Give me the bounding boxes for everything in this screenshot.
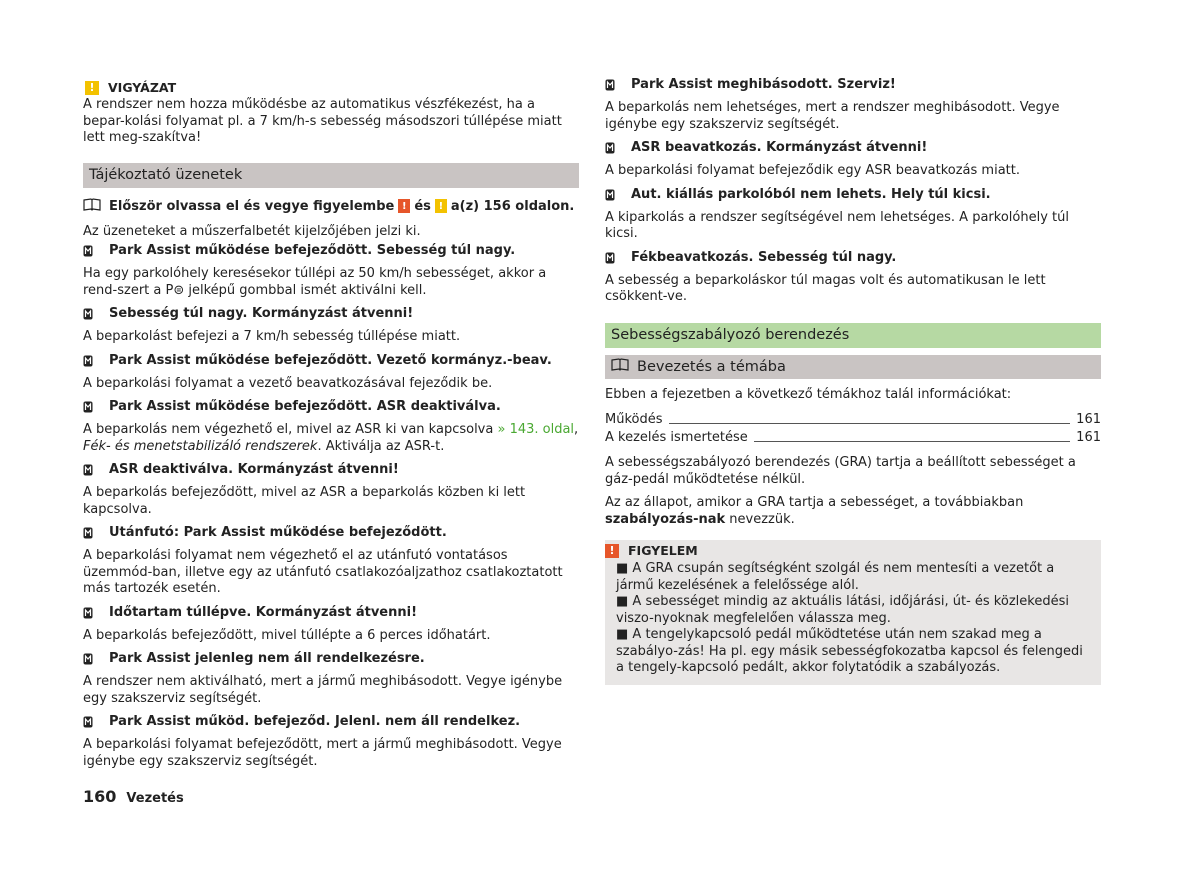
first-read-before: Először olvassa el és vegye figyelembe <box>109 198 395 214</box>
caution-item: ■ A sebességet mindig az aktuális látási, időjárási, út- és közlekedési viszo-nyoknak megfelelően válassza meg. <box>616 594 1069 626</box>
message-text: A beparkolást befejezi a 7 km/h sebesség túllépése miatt. <box>83 329 461 344</box>
caution-box <box>605 540 1101 685</box>
gra-description: A sebességszabályozó berendezés (GRA) tartja a beállított sebességet a gáz-pedál működtetése nélkül. <box>605 455 1076 487</box>
first-read-and: és <box>414 198 431 214</box>
message-title: Park Assist jelenleg nem áll rendelkezésre. <box>83 651 579 667</box>
section-title-info-messages: Tájékoztató üzenetek <box>83 163 579 188</box>
warning-heading <box>83 80 579 95</box>
message-title: Utánfutó: Park Assist működése befejeződött. <box>83 525 579 541</box>
message-text: A beparkolási folyamat befejeződik egy ASR beavatkozás miatt. <box>605 163 1020 178</box>
caution-item: ■ A tengelykapcsoló pedál működtetése után nem szakad meg a szabályo-zás! Ha pl. egy másik sebességfokozatba kapcsol és felengedi a tengely-kapcsoló pedált, akkor folytatódik a szabályozás. <box>616 627 1083 675</box>
message-text: A beparkolás befejeződött, mivel túllépte a 6 perces időhatárt. <box>83 627 491 643</box>
page-link-143[interactable]: » 143. oldal <box>497 422 575 437</box>
caution-heading <box>605 540 1101 561</box>
message-display-icon <box>605 252 615 264</box>
first-read-after: a(z) 156 oldalon. <box>450 198 575 214</box>
message-title: Fékbeavatkozás. Sebesség túl nagy. <box>605 250 1101 266</box>
message-text: A beparkolás nem lehetséges, mert a rendszer meghibásodott. Vegye igénybe egy szakszerviz segítségét. <box>605 100 1060 132</box>
toc-item[interactable]: A kezelés ismertetése 161 <box>605 430 1101 445</box>
message-title: Park Assist működése befejeződött. Sebesség túl nagy. <box>83 243 579 259</box>
intro-title: Bevezetés a témába <box>637 358 786 375</box>
message-title: Aut. kiállás parkolóból nem lehets. Hely túl kicsi. <box>605 187 1101 203</box>
message-text: A beparkolási folyamat a vezető beavatkozásával fejeződik be. <box>83 375 493 391</box>
caution-icon: ! <box>605 544 619 558</box>
message-display-icon <box>83 464 93 476</box>
message-text: Ha egy parkolóhely keresésekor túllépi az 50 km/h sebességet, akkor a rend-szert a P⊜ jelképű gombbal ismét aktiválni kell. <box>83 266 547 298</box>
message-title: ASR deaktiválva. Kormányzást átvenni! <box>83 462 579 478</box>
caution-item: ■ A GRA csupán segítségként szolgál és nem mentesíti a vezetőt a jármű kezelésének a felelőssége alól. <box>616 561 1055 593</box>
message-display-icon <box>83 308 93 320</box>
message-display-icon <box>605 189 615 201</box>
message-title: Sebesség túl nagy. Kormányzást átvenni! <box>83 306 579 322</box>
book-icon <box>611 358 629 376</box>
book-icon <box>83 198 101 215</box>
intro-text: Ebben a fejezetben a következő témákhoz talál információkat: <box>605 386 1012 402</box>
footer-section: Vezetés <box>126 791 184 806</box>
message-display-icon <box>83 355 93 367</box>
message-text: A sebesség a beparkoláskor túl magas volt és automatikusan le lett csökkent-ve. <box>605 272 1046 304</box>
warning-text: A rendszer nem hozza működésbe az automatikus vészfékezést, ha a bepar-kolási folyamat pl. a 7 km/h-s sebesség másodszori túllépése miatt lett meg-szakítva! <box>83 97 562 145</box>
message-text: A kiparkolás a rendszer segítségével nem lehetséges. A parkolóhely túl kicsi. <box>605 209 1069 241</box>
message-text: A beparkolás nem végezhető el, mivel az ASR ki van kapcsolva » 143. oldal, Fék- és menetstabilizáló rendszerek. Aktiválja az ASR-t. <box>83 422 579 454</box>
message-title: Park Assist működése befejeződött. Vezető kormányz.-beav. <box>83 353 579 369</box>
message-title: Park Assist meghibásodott. Szerviz! <box>605 77 1101 93</box>
toc-leader <box>754 441 1070 442</box>
message-display-icon <box>83 653 93 665</box>
message-title: Park Assist működ. befejeződ. Jelenl. nem áll rendelkez. <box>83 714 579 730</box>
message-display-icon <box>83 245 93 257</box>
message-display-icon <box>83 716 93 728</box>
warning-yellow-icon: ! <box>435 199 447 213</box>
message-title: Park Assist működése befejeződött. ASR deaktiválva. <box>83 399 579 415</box>
cross-reference-title: Fék- és menetstabilizáló rendszerek <box>83 438 318 454</box>
message-text: A beparkolási folyamat nem végezhető el az utánfutó vontatásos üzemmód-ban, illetve egy az utánfutó csatlakozóaljzathoz csatlakoztatott más tartozék esetén. <box>83 548 563 596</box>
message-display-icon <box>605 142 615 154</box>
warning-title: VIGYÁZAT <box>108 80 177 95</box>
toc-item[interactable]: Működés 161 <box>605 412 1101 427</box>
page-footer <box>83 787 184 806</box>
message-title: Időtartam túllépve. Kormányzást átvenni! <box>83 605 579 621</box>
intro-heading <box>605 355 1101 379</box>
message-display-icon <box>83 527 93 539</box>
intro-text: Az üzeneteket a műszerfalbetét kijelzőjében jelzi ki. <box>83 223 421 239</box>
message-list-left <box>83 243 579 770</box>
message-text: A rendszer nem aktiválható, mert a jármű meghibásodott. Vegye igénybe egy szakszerviz segítségét. <box>83 674 563 706</box>
left-column <box>83 76 579 777</box>
chapter-title-cruise-control: Sebességszabályozó berendezés <box>605 323 1101 348</box>
message-title: ASR beavatkozás. Kormányzást átvenni! <box>605 140 1101 156</box>
message-display-icon <box>83 401 93 413</box>
regulation-definition: Az az állapot, amikor a GRA tartja a sebességet, a továbbiakban szabályozás-nak nevezzük. <box>605 495 1024 527</box>
message-display-icon <box>83 607 93 619</box>
first-read-notice <box>83 198 579 215</box>
message-display-icon <box>605 79 615 91</box>
toc-leader <box>669 423 1071 424</box>
toc-list <box>605 411 1101 447</box>
warning-red-icon: ! <box>398 199 410 213</box>
caution-title: FIGYELEM <box>628 543 698 558</box>
warning-triangle-icon: ! <box>85 81 99 95</box>
message-text: A beparkolás befejeződött, mivel az ASR a beparkolás közben ki lett kapcsolva. <box>83 485 526 517</box>
page-number: 160 <box>83 787 117 806</box>
message-text: A beparkolási folyamat befejeződött, mert a jármű meghibásodott. Vegye igénybe egy szakszerviz segítségét. <box>83 737 562 769</box>
message-list-right <box>605 77 1101 306</box>
right-column <box>605 76 1101 685</box>
